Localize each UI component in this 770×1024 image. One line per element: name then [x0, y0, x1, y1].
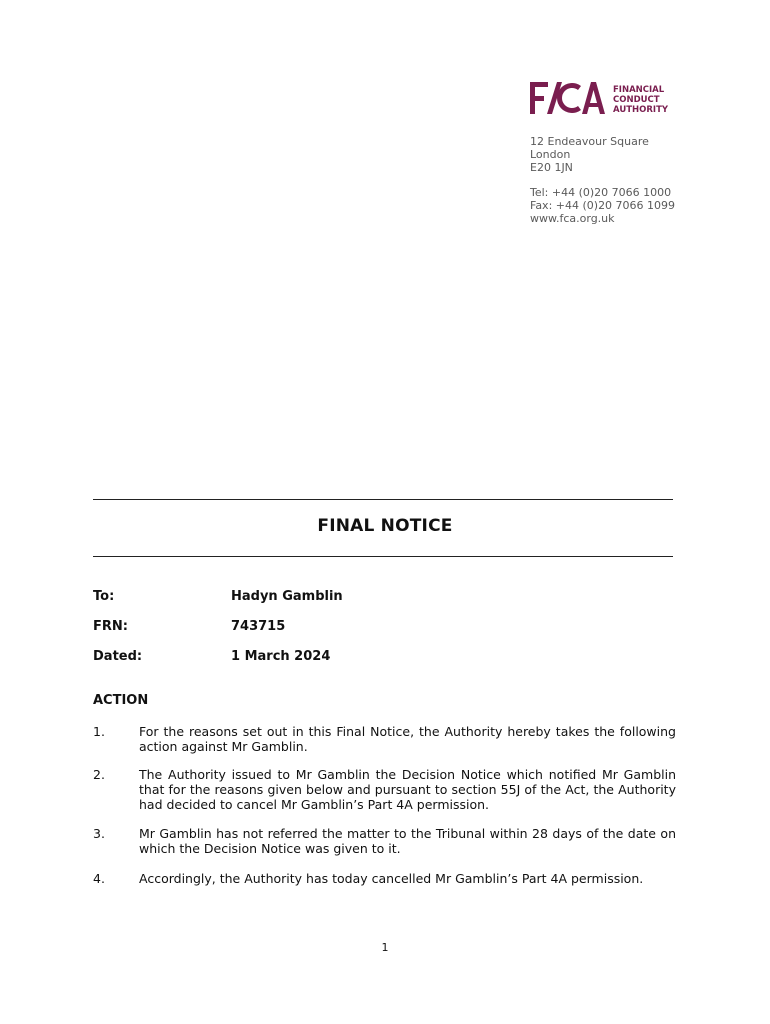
paragraph-text: For the reasons set out in this Final Notice, the Authority hereby takes the following action against Mr Gamblin. — [139, 724, 676, 754]
paragraph-number: 2. — [93, 767, 105, 782]
page-number: 1 — [381, 941, 389, 954]
field-label-dated: Dated: — [93, 649, 143, 664]
paragraph-text: The Authority issued to Mr Gamblin the Decision Notice which notified Mr Gamblin that for the reasons given below and pursuant to section 55J of the Act, the Authority had decided to cancel Mr Gamblin’s Part 4A permission. — [139, 767, 676, 812]
document-title: FINAL NOTICE — [317, 516, 453, 536]
section-heading-action: ACTION — [93, 693, 149, 708]
address-line: 12 Endeavour Square — [530, 135, 649, 148]
paragraph-number: 4. — [93, 871, 105, 886]
field-value-frn: 743715 — [231, 619, 286, 634]
contact-website: www.fca.org.uk — [530, 212, 615, 225]
logo-word-authority: AUTHORITY — [613, 105, 669, 115]
field-value-dated: 1 March 2024 — [231, 649, 331, 664]
paragraph-text: Accordingly, the Authority has today cancelled Mr Gamblin’s Part 4A permission. — [139, 871, 644, 886]
logo-word-financial: FINANCIAL — [613, 85, 665, 95]
contact-tel: Tel: +44 (0)20 7066 1000 — [530, 186, 672, 199]
address-line: London — [530, 148, 571, 161]
logo-word-conduct: CONDUCT — [613, 95, 660, 105]
paragraph-number: 1. — [93, 724, 105, 739]
field-value-to: Hadyn Gamblin — [231, 589, 343, 604]
title-rule-top — [93, 499, 673, 500]
title-rule-bottom — [93, 556, 673, 557]
contact-fax: Fax: +44 (0)20 7066 1099 — [530, 199, 676, 212]
address-block — [530, 135, 675, 225]
paragraph-number: 3. — [93, 826, 105, 841]
address-line: E20 1JN — [530, 161, 573, 174]
field-label-frn: FRN: — [93, 619, 128, 634]
paragraph-text: Mr Gamblin has not referred the matter to the Tribunal within 28 days of the date on which the Decision Notice was given to it. — [139, 826, 676, 856]
fca-logo — [529, 80, 679, 116]
field-label-to: To: — [93, 589, 115, 604]
